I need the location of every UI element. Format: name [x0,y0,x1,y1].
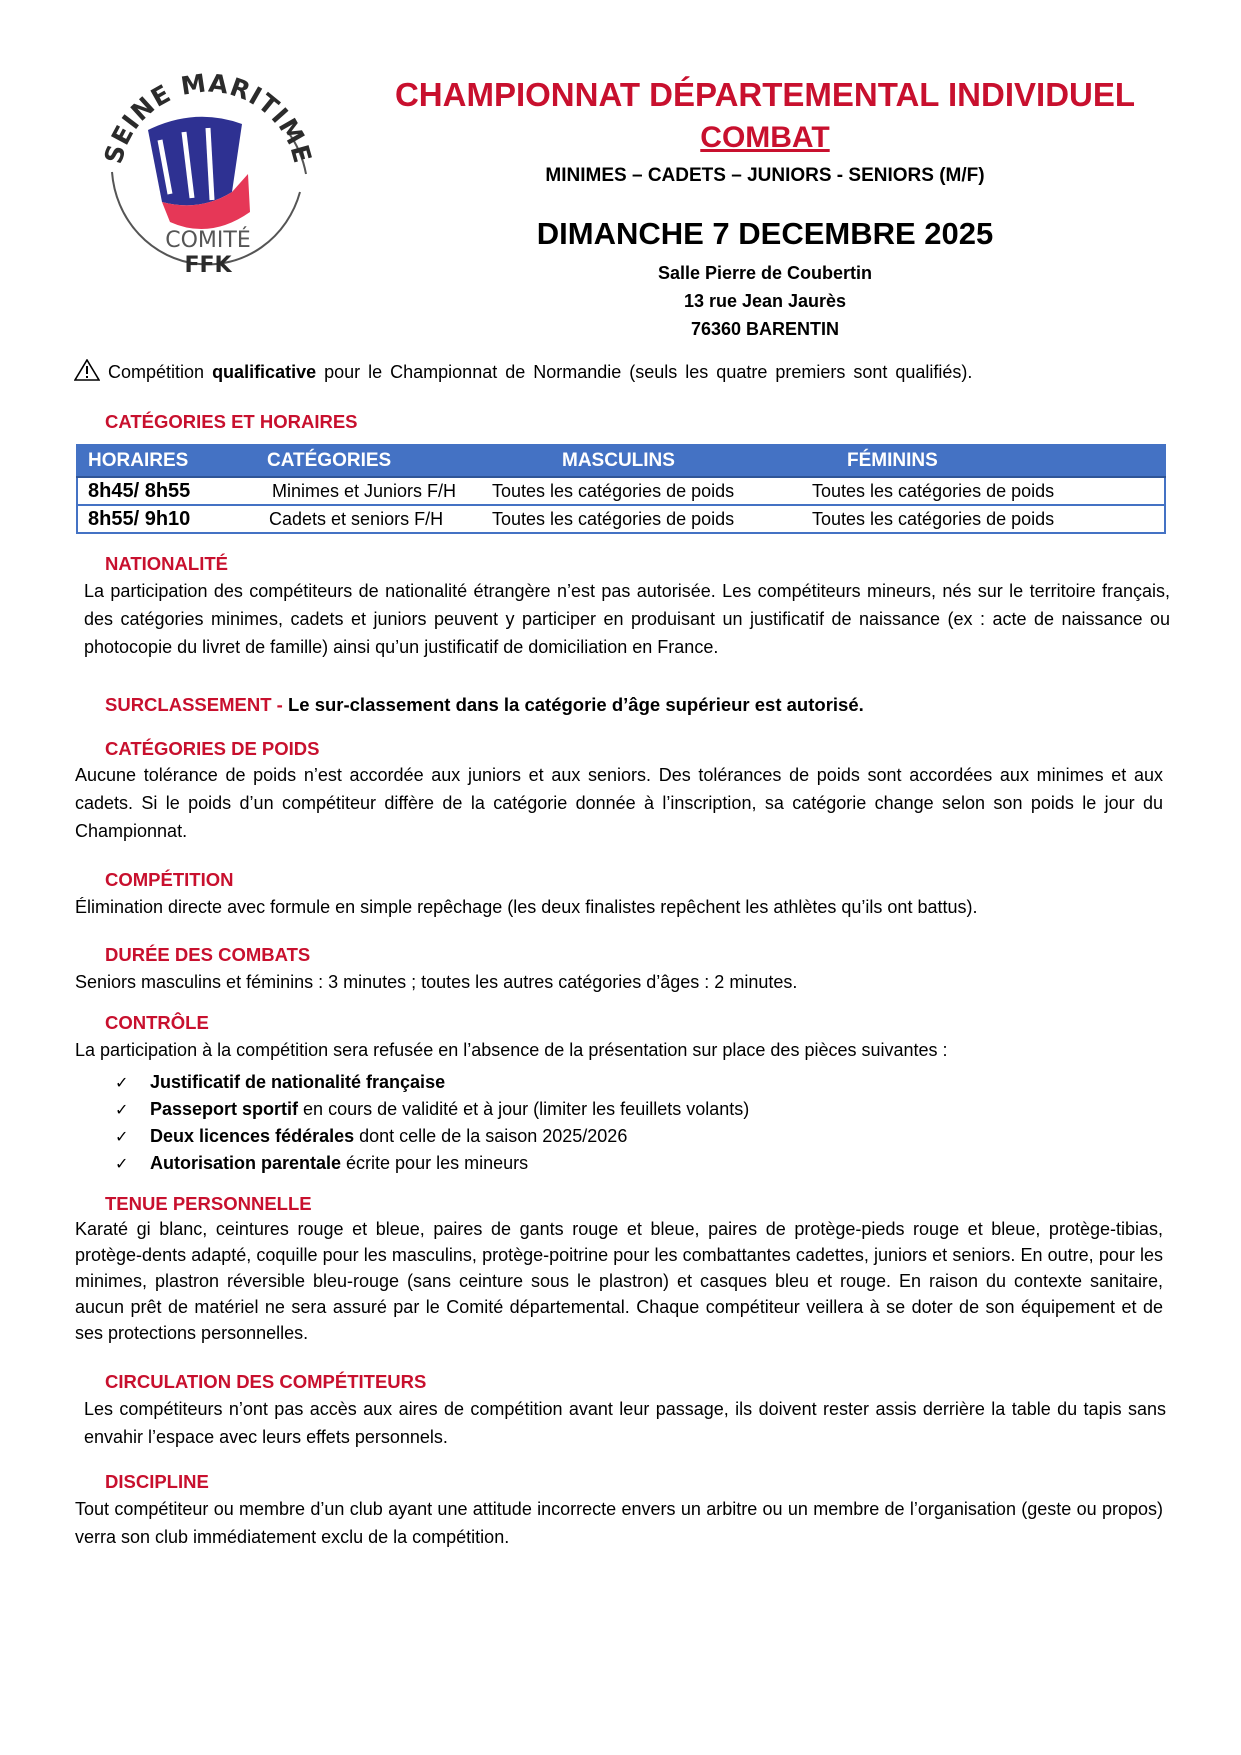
circulation-heading: CIRCULATION DES COMPÉTITEURS [105,1371,427,1392]
logo-arc-text: SEINE MARITIME [100,68,315,167]
checkmark-icon: ✓ [115,1127,129,1146]
item-rest: écrite pour les mineurs [341,1153,529,1173]
schedule-table [76,444,1166,534]
competition-heading: COMPÉTITION [105,869,234,890]
control-heading: CONTRÔLE [105,1012,209,1033]
row-women: Toutes les catégories de poids [792,477,1165,505]
qualification-post: pour le Championnat de Normandie (seuls les quatre premiers sont qualifiés). [316,362,973,382]
karate-fist-icon [148,117,250,229]
competition-text: Élimination directe avec formule en simple repêchage (les deux finalistes repêchent les athlètes qu’ils ont battus). [75,897,978,917]
title-line-2: COMBAT [700,121,830,154]
nationality-text: La participation des compétiteurs de nationalité étrangère n’est pas autorisée. Les compétiteurs mineurs, nés sur le territoire français, des catégories minimes, cadets et juniors peuvent y participer en produisant un justificatif de naissance (ex : acte de naissance ou photocopie du livret de famille) ainsi qu’un justificatif de domiciliation en France. [84,581,1170,657]
comite-ffk-logo [100,62,315,294]
duration-heading: DURÉE DES COMBATS [105,944,311,965]
venue-address [380,259,1150,343]
qualification-pre: Compétition [108,362,213,382]
table-row [77,505,1165,533]
venue-city: 76360 BARENTIN [690,319,840,339]
duration-text: Seniors masculins et féminins : 3 minutes ; toutes les autres catégories d’âges : 2 minutes. [75,972,798,992]
list-item [115,1096,749,1123]
item-bold: Justificatif de nationalité française [150,1072,446,1092]
qualification-note [74,359,1174,383]
schedule-header-row [77,445,1165,477]
row-men: Toutes les catégories de poids [467,505,792,533]
outfit-text: Karaté gi blanc, ceintures rouge et bleue, paires de gants rouge et bleue, paires de protège-pieds rouge et bleue, protège-tibias, protège-dents adapté, coquille pour les masculins, protège-poitrine pour les combattantes cadettes, juniors et seniors. En outre, pour les minimes, plastron réversible bleu-rouge (sans ceinture sous le plastron) et casques bleu et rouge. En raison du contexte sanitaire, aucun prêt de matériel ne sera assuré par le Comité départemental. Chaque compétiteur veillera à se doter de son équipement et de ses protections personnelles. [75,1219,1163,1343]
schedule-heading: CATÉGORIES ET HORAIRES [105,411,358,432]
weights-text: Aucune tolérance de poids n’est accordée aux juniors et aux seniors. Des tolérances de poids sont accordées aux minimes et aux cadets. Si le poids d’un compétiteur diffère de la catégorie donnée à l’inscription, sa catégorie change selon son poids le jour du Championnat. [75,765,1163,841]
col-feminins: FÉMININS [792,445,1165,477]
row-category: Cadets et seniors F/H [257,505,467,533]
item-bold: Passeport sportif [150,1099,299,1119]
col-categories: CATÉGORIES [257,445,467,477]
subtitle-categories: MINIMES – CADETS – JUNIORS - SENIORS (M/F) [545,165,985,186]
col-masculins: MASCULINS [467,445,792,477]
discipline-heading: DISCIPLINE [105,1471,209,1492]
qualification-bold: qualificative [212,362,317,382]
weights-heading: CATÉGORIES DE POIDS [105,738,320,759]
checkmark-icon: ✓ [115,1073,129,1092]
item-bold: Deux licences fédérales [150,1126,355,1146]
row-category: Minimes et Juniors F/H [257,477,467,505]
event-date: DIMANCHE 7 DECEMBRE 2025 [536,216,994,251]
table-row [77,477,1165,505]
control-intro: La participation à la compétition sera refusée en l’absence de la présentation sur place des pièces suivantes : [75,1040,948,1060]
item-rest: en cours de validité et à jour (limiter les feuillets volants) [298,1099,750,1119]
item-rest: dont celle de la saison 2025/2026 [354,1126,628,1146]
surclassement-text: Le sur-classement dans la catégorie d’âge supérieur est autorisé. [287,694,864,715]
col-horaires: HORAIRES [77,445,257,477]
title-line-1: CHAMPIONNAT DÉPARTEMENTAL INDIVIDUEL [394,76,1136,113]
logo-ffk-text: FFK [184,253,232,278]
row-women: Toutes les catégories de poids [792,505,1165,533]
checkmark-icon: ✓ [115,1154,129,1173]
row-time: 8h55/ 9h10 [77,505,257,533]
surclassement-heading: SURCLASSEMENT [105,694,272,715]
discipline-text: Tout compétiteur ou membre d’un club ayant une attitude incorrecte envers un arbitre ou un membre de l’organisation (geste ou propos) verra son club immédiatement exclu de la compétition. [75,1499,1163,1547]
surclassement-sep: - [271,694,288,715]
nationality-heading: NATIONALITÉ [105,553,228,574]
warning-icon [74,359,100,381]
venue-street: 13 rue Jean Jaurès [683,291,847,311]
item-bold: Autorisation parentale [150,1153,342,1173]
logo-comite-text: COMITÉ [165,228,251,253]
list-item [115,1069,749,1096]
row-men: Toutes les catégories de poids [467,477,792,505]
outfit-heading: TENUE PERSONNELLE [105,1193,312,1214]
list-item [115,1123,749,1150]
venue-name: Salle Pierre de Coubertin [657,263,873,283]
control-checklist [115,1069,749,1177]
surclassement-line [105,694,864,716]
list-item [115,1150,749,1177]
circulation-text: Les compétiteurs n’ont pas accès aux aires de compétition avant leur passage, ils doivent rester assis derrière la table du tapis sans envahir l’espace avec leurs effets personnels. [84,1399,1166,1447]
checkmark-icon: ✓ [115,1100,129,1119]
row-time: 8h45/ 8h55 [77,477,257,505]
